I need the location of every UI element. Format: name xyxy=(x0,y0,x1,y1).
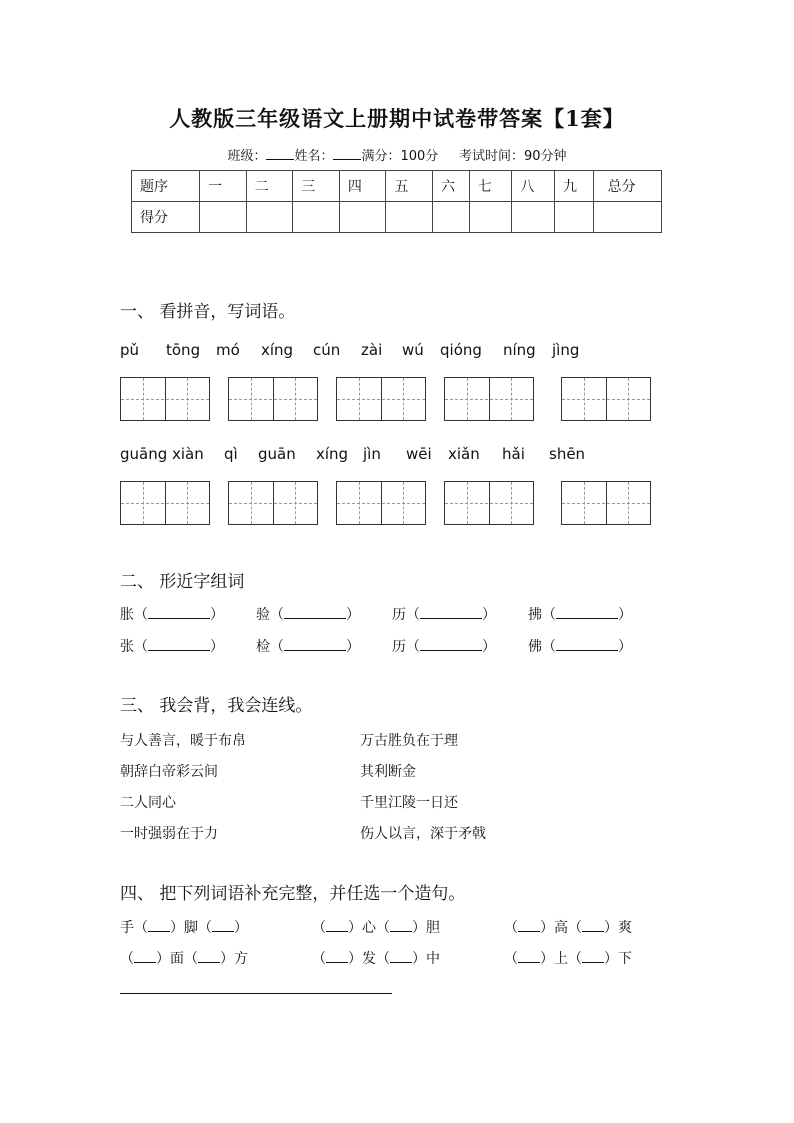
char-item: 张（ ） xyxy=(120,639,224,655)
poem-line-left[interactable]: 与人善言，暖于布帛 xyxy=(120,733,246,749)
pinyin: shēn xyxy=(549,445,586,463)
char: 验 xyxy=(256,607,270,623)
idiom-blank[interactable] xyxy=(148,919,170,932)
score-cell[interactable] xyxy=(432,202,469,233)
poem-line-left[interactable]: 一时强弱在于力 xyxy=(120,826,218,842)
class-label: 班级： xyxy=(227,149,267,164)
idiom-item: （ ）心（ ）胆 xyxy=(312,920,440,936)
idiom-item: 手（ ）脚（ ） xyxy=(120,920,248,936)
writing-grid[interactable] xyxy=(561,481,651,525)
header-cell: 六 xyxy=(432,171,469,202)
class-blank[interactable] xyxy=(266,147,294,160)
score-table-header-row xyxy=(132,171,662,202)
answer-blank[interactable] xyxy=(148,638,210,651)
writing-grid[interactable] xyxy=(336,481,426,525)
score-cell[interactable] xyxy=(246,202,293,233)
answer-blank[interactable] xyxy=(284,638,346,651)
section-3-heading: 三、 我会背，我会连线。 xyxy=(120,696,313,716)
char-item: 佛（ ） xyxy=(528,639,632,655)
score-table xyxy=(131,170,662,233)
section-1-heading: 一、 看拼音，写词语。 xyxy=(120,302,296,322)
idiom-blank[interactable] xyxy=(198,950,220,963)
answer-blank[interactable] xyxy=(420,638,482,651)
section-4-heading: 四、 把下列词语补充完整，并任选一个造句。 xyxy=(120,884,466,904)
char: 历 xyxy=(392,607,406,623)
idiom-blank[interactable] xyxy=(582,919,604,932)
full-score: 满分：100分 xyxy=(361,149,439,164)
char-item: 胀（ ） xyxy=(120,607,224,623)
idiom-item: （ ）高（ ）爽 xyxy=(504,920,632,936)
exam-info xyxy=(0,145,794,164)
idiom-blank[interactable] xyxy=(518,950,540,963)
idiom-char: 手 xyxy=(120,920,134,936)
char-item: 历（ ） xyxy=(392,607,496,623)
pinyin: pǔ xyxy=(120,341,140,359)
page-title: 人教版三年级语文上册期中试卷带答案【1套】 xyxy=(169,106,625,131)
score-cell[interactable] xyxy=(469,202,512,233)
pinyin: qióng xyxy=(440,341,482,359)
score-cell[interactable] xyxy=(339,202,386,233)
pinyin: jìn xyxy=(363,445,381,463)
idiom-item: （ ）上（ ）下 xyxy=(504,951,632,967)
char-item: 验（ ） xyxy=(256,607,360,623)
pinyin: xíng xyxy=(316,445,349,463)
idiom-char: 中 xyxy=(426,951,440,967)
idiom-char: 心 xyxy=(362,920,376,936)
pinyin: tōng xyxy=(166,341,201,359)
pinyin: jìng xyxy=(552,341,580,359)
pinyin: zài xyxy=(361,341,383,359)
header-cell: 四 xyxy=(339,171,386,202)
char: 拂 xyxy=(528,607,542,623)
char-item: 历（ ） xyxy=(392,639,496,655)
idiom-char: 方 xyxy=(234,951,248,967)
score-cell[interactable] xyxy=(293,202,340,233)
idiom-blank[interactable] xyxy=(582,950,604,963)
writing-grid[interactable] xyxy=(336,377,426,421)
poem-line-right[interactable]: 万古胜负在于理 xyxy=(360,733,458,749)
score-cell[interactable] xyxy=(554,202,593,233)
poem-line-right[interactable]: 千里江陵一日还 xyxy=(360,795,458,811)
header-cell: 七 xyxy=(469,171,512,202)
poem-line-left[interactable]: 朝辞白帝彩云间 xyxy=(120,764,218,780)
idiom-item: （ ）面（ ）方 xyxy=(120,951,248,967)
answer-blank[interactable] xyxy=(148,606,210,619)
header-cell: 二 xyxy=(246,171,293,202)
pinyin: xíng xyxy=(261,341,294,359)
idiom-char: 胆 xyxy=(426,920,440,936)
writing-grid[interactable] xyxy=(228,481,318,525)
header-cell: 一 xyxy=(200,171,247,202)
writing-grid[interactable] xyxy=(120,481,210,525)
idiom-item: （ ）发（ ）中 xyxy=(312,951,440,967)
poem-line-right[interactable]: 其利断金 xyxy=(360,764,416,780)
poem-line-left[interactable]: 二人同心 xyxy=(120,795,176,811)
score-cell[interactable] xyxy=(593,202,661,233)
idiom-char: 面 xyxy=(170,951,184,967)
writing-grid[interactable] xyxy=(444,377,534,421)
char-item: 拂（ ） xyxy=(528,607,632,623)
idiom-char: 发 xyxy=(362,951,376,967)
idiom-blank[interactable] xyxy=(212,919,234,932)
pinyin: níng xyxy=(503,341,536,359)
char: 胀 xyxy=(120,607,134,623)
char: 历 xyxy=(392,639,406,655)
sentence-answer-line[interactable] xyxy=(120,993,392,994)
idiom-blank[interactable] xyxy=(390,950,412,963)
idiom-char: 上 xyxy=(554,951,568,967)
score-cell[interactable] xyxy=(512,202,555,233)
answer-blank[interactable] xyxy=(556,638,618,651)
answer-blank[interactable] xyxy=(420,606,482,619)
pinyin: guāng xyxy=(120,445,168,463)
name-label: 姓名： xyxy=(294,149,334,164)
idiom-blank[interactable] xyxy=(134,950,156,963)
char: 佛 xyxy=(528,639,542,655)
pinyin: mó xyxy=(216,341,240,359)
header-cell: 五 xyxy=(386,171,433,202)
writing-grid[interactable] xyxy=(444,481,534,525)
poem-line-right[interactable]: 伤人以言，深于矛戟 xyxy=(360,826,486,842)
idiom-blank[interactable] xyxy=(390,919,412,932)
writing-grid[interactable] xyxy=(120,377,210,421)
answer-blank[interactable] xyxy=(556,606,618,619)
pinyin: hǎi xyxy=(502,445,525,463)
pinyin: wēi xyxy=(406,445,432,463)
row-label: 得分 xyxy=(132,202,200,233)
name-blank[interactable] xyxy=(333,147,361,160)
header-cell: 九 xyxy=(554,171,593,202)
header-cell: 总分 xyxy=(593,171,661,202)
idiom-char: 高 xyxy=(554,920,568,936)
score-cell[interactable] xyxy=(386,202,433,233)
exam-time: 考试时间：90分钟 xyxy=(458,149,567,164)
section-2-heading: 二、 形近字组词 xyxy=(120,572,245,592)
char-item: 检（ ） xyxy=(256,639,360,655)
idiom-blank[interactable] xyxy=(326,950,348,963)
writing-grid[interactable] xyxy=(228,377,318,421)
header-cell: 题序 xyxy=(132,171,200,202)
pinyin: cún xyxy=(313,341,341,359)
idiom-blank[interactable] xyxy=(326,919,348,932)
pinyin: guān xyxy=(258,445,296,463)
idiom-blank[interactable] xyxy=(518,919,540,932)
header-cell: 三 xyxy=(293,171,340,202)
idiom-char: 下 xyxy=(618,951,632,967)
pinyin: xiǎn xyxy=(448,445,480,463)
header-cell: 八 xyxy=(512,171,555,202)
char: 张 xyxy=(120,639,134,655)
pinyin: xiàn xyxy=(172,445,204,463)
score-table-score-row xyxy=(132,202,662,233)
pinyin: qì xyxy=(224,445,238,463)
char: 检 xyxy=(256,639,270,655)
idiom-char: 爽 xyxy=(618,920,632,936)
idiom-char: 脚 xyxy=(184,920,198,936)
writing-grid[interactable] xyxy=(561,377,651,421)
pinyin: wú xyxy=(402,341,424,359)
answer-blank[interactable] xyxy=(284,606,346,619)
score-cell[interactable] xyxy=(200,202,247,233)
